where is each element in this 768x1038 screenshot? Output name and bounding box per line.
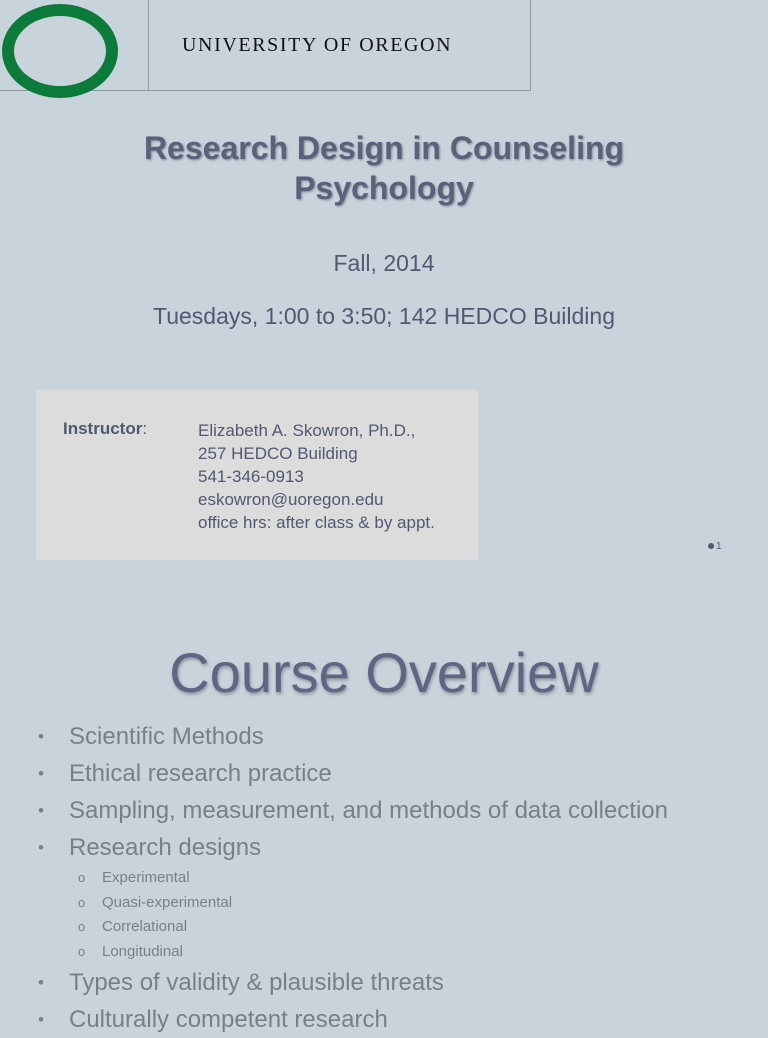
slide-page-number bbox=[708, 541, 722, 552]
bullet-circle-icon: o bbox=[78, 919, 86, 934]
bullet-text: Correlational bbox=[102, 918, 188, 935]
bullet-item bbox=[38, 718, 668, 755]
bullet-item bbox=[38, 1001, 668, 1038]
bullet-circle-icon: o bbox=[78, 870, 86, 885]
sub-bullet-item bbox=[38, 891, 668, 916]
bullet-text: Types of validity & plausible threats bbox=[69, 969, 444, 996]
bullet-circle-icon: o bbox=[78, 943, 86, 959]
bullet-dot-icon: • bbox=[38, 727, 44, 746]
logo-divider bbox=[148, 0, 149, 90]
university-logo-banner bbox=[0, 0, 531, 91]
sub-bullet-item bbox=[38, 866, 668, 891]
course-title-line-2: Psychology bbox=[294, 170, 474, 206]
page-number-value: 1 bbox=[716, 541, 722, 552]
instructor-email: eskowron@uoregon.edu bbox=[198, 490, 384, 509]
instructor-info-box bbox=[36, 390, 478, 560]
bullet-dot-icon: • bbox=[38, 1010, 44, 1029]
bullet-dot-icon: • bbox=[38, 801, 44, 820]
bullet-text: Longitudinal bbox=[102, 942, 183, 960]
course-schedule: Tuesdays, 1:00 to 3:50; 142 HEDCO Building bbox=[153, 303, 615, 329]
bullet-text: Ethical research practice bbox=[69, 760, 332, 787]
bullet-item bbox=[38, 964, 668, 1001]
slide-2 bbox=[0, 600, 768, 1033]
bullet-text: Culturally competent research bbox=[69, 1006, 388, 1033]
instructor-office: 257 HEDCO Building bbox=[198, 444, 358, 463]
instructor-details bbox=[198, 419, 435, 534]
bullet-text: Experimental bbox=[102, 869, 190, 886]
overview-bullet-list bbox=[38, 718, 668, 1038]
course-term: Fall, 2014 bbox=[333, 250, 435, 276]
bullet-text: Quasi-experimental bbox=[102, 893, 233, 911]
course-title bbox=[0, 128, 768, 208]
instructor-phone: 541-346-0913 bbox=[198, 467, 304, 486]
bullet-text: Sampling, measurement, and methods of data collection bbox=[69, 797, 669, 824]
course-title-line-1: Research Design in Counseling bbox=[143, 130, 625, 166]
bullet-item bbox=[38, 792, 668, 829]
overview-title: Course Overview bbox=[169, 641, 599, 704]
bullet-text: Research designs bbox=[69, 834, 262, 861]
instructor-office-hours: office hrs: after class & by appt. bbox=[198, 513, 435, 532]
instructor-label bbox=[63, 419, 147, 439]
bullet-text: Scientific Methods bbox=[69, 723, 264, 750]
bullet-dot-icon: • bbox=[38, 973, 44, 992]
university-name: UNIVERSITY OF OREGON bbox=[182, 34, 453, 56]
bullet-item bbox=[38, 755, 668, 792]
instructor-label-text: Instructor bbox=[63, 419, 143, 438]
bullet-item bbox=[38, 829, 668, 866]
sub-bullet-item bbox=[38, 915, 668, 940]
bullet-dot-icon: • bbox=[38, 764, 44, 783]
bullet-dot-icon: • bbox=[38, 838, 44, 857]
oregon-o-logo-icon bbox=[2, 4, 118, 98]
bullet-circle-icon: o bbox=[78, 894, 86, 910]
page-dot-icon bbox=[708, 543, 714, 549]
instructor-label-colon: : bbox=[142, 419, 148, 438]
sub-bullet-item bbox=[38, 940, 668, 965]
instructor-name: Elizabeth A. Skowron, Ph.D., bbox=[198, 421, 416, 440]
